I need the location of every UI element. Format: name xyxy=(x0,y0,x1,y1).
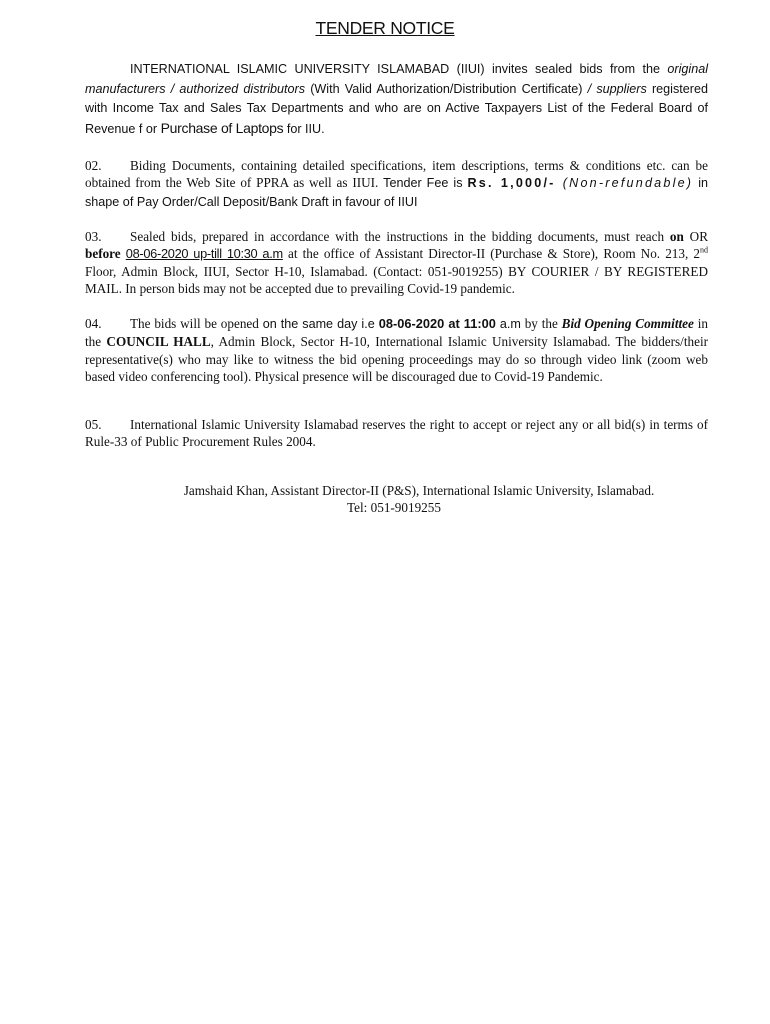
office-address-text: at the office of Assistant Director-II (Purchase & Store), Room No. 213, 2 xyxy=(282,246,700,262)
original-manufacturers-text: original manufacturers / authorized distributors xyxy=(85,62,708,96)
covid-note-text: Floor, Admin Block, IIUI, Sector H-10, Islamabad. (Contact: 051-9019255) BY COURIER / BY REGISTERED MAIL. In person bids may not be accepted due to prevailing Covid-19 pandemic. xyxy=(85,263,708,297)
or-text: OR xyxy=(683,229,708,244)
biding-documents-text: Biding Documents, containing detailed specifications, item descriptions, terms & conditions etc. can be obtained from the Web Site of PPRA as well as IIUI. xyxy=(85,158,708,191)
paragraph-number: 02. xyxy=(85,158,102,173)
org-text: INTERNATIONAL ISLAMIC UNIVERSITY ISLAMABAD (IIUI) invites sealed bids from the xyxy=(130,62,668,76)
signature-block xyxy=(0,482,770,517)
paragraph-02 xyxy=(85,157,708,211)
video-link-text: , Admin Block, Sector H-10, International Islamic University Islamabad. The bidders/their representative(s) who may like to witness the bid opening proceedings may do so through video link (zoom web based video conferencing tool). Physical presence will be discouraged due to Covid-19 Pandemic. xyxy=(85,334,708,385)
paragraph-number: 03. xyxy=(85,229,102,244)
same-day-text: on the same day i.e xyxy=(262,317,379,331)
paragraph-number: 04. xyxy=(85,316,102,331)
suppliers-text: / suppliers xyxy=(587,81,647,96)
am-text: a.m xyxy=(495,317,521,331)
on-text: on xyxy=(669,229,684,244)
signatory-line: Jamshaid Khan, Assistant Director-II (P&S), International Islamic University, Islamabad. xyxy=(183,483,655,498)
opening-date: 08-06-2020 at 11:00 xyxy=(378,316,496,331)
by-the-text: by the xyxy=(520,316,562,331)
non-refundable-text: (Non-refundable) xyxy=(555,176,694,191)
in-the-text: in the xyxy=(85,316,708,350)
purchase-of-laptops: Purchase of Laptops xyxy=(160,119,284,136)
page-title: TENDER NOTICE xyxy=(315,18,455,38)
tender-fee-value: Rs. 1,000/- xyxy=(467,176,556,191)
paragraph-05 xyxy=(85,416,708,451)
payment-shape-text: in shape of Pay Order/Call Deposit/Bank Draft in favour of IIUI xyxy=(85,176,708,209)
registered-text: registered with Income Tax and Sales Tax Departments and who are on Active Taxpayers List of the Federal Board of Revenue f or xyxy=(85,81,708,136)
valid-certificate-text: (With Valid Authorization/Distribution Certificate) xyxy=(305,81,588,96)
bids-opened-text: The bids will be opened xyxy=(130,316,263,331)
paragraph-intro xyxy=(85,60,708,139)
tender-fee-label: Tender Fee is xyxy=(383,176,468,191)
bid-opening-committee: Bid Opening Committee xyxy=(561,316,694,331)
rights-reserved-text: International Islamic University Islamabad reserves the right to accept or reject any or all bid(s) in terms of Rule-33 of Public Procurement Rules 2004. xyxy=(85,417,708,450)
ordinal-suffix: nd xyxy=(700,246,708,256)
for-iiu-text: for IIU. xyxy=(283,121,325,136)
submission-deadline: 08-06-2020 up-till 10:30 a.m xyxy=(125,246,283,262)
before-text: before xyxy=(85,246,121,262)
signatory-phone: Tel: 051-9019255 xyxy=(347,500,441,516)
paragraph-number: 05. xyxy=(85,417,102,432)
paragraph-03 xyxy=(85,228,708,298)
paragraph-04 xyxy=(85,315,708,386)
council-hall: COUNCIL HALL xyxy=(106,334,211,350)
sealed-bids-text: Sealed bids, prepared in accordance with the instructions in the bidding documents, must reach xyxy=(130,229,670,244)
